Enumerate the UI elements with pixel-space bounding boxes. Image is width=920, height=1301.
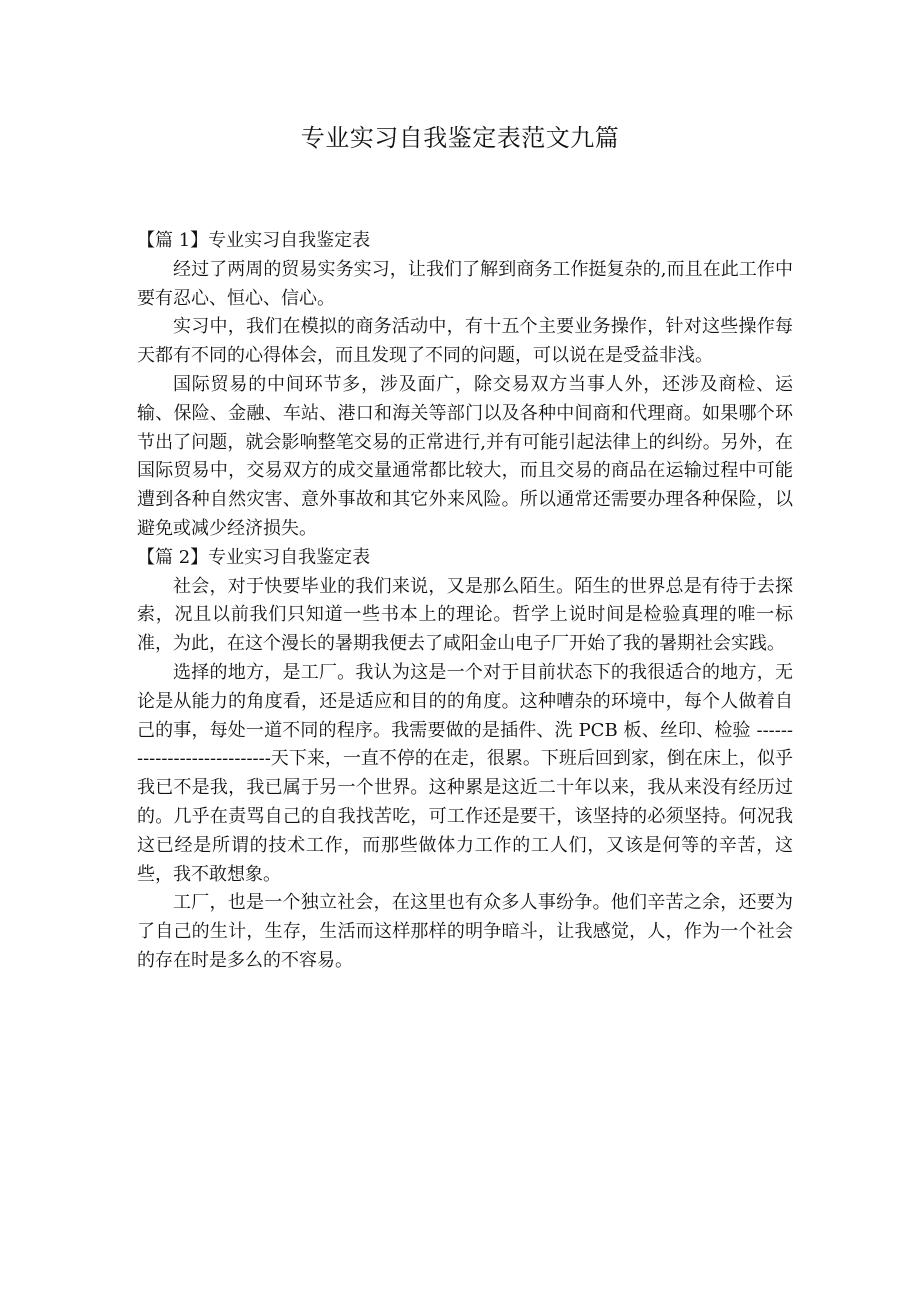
paragraph: 社会，对于快要毕业的我们来说，又是那么陌生。陌生的世界总是有待于去探索，况且以前我们只知道一些书本上的理论。哲学上说时间是检验真理的唯一标准，为此，在这个漫长的暑期我便去了咸阳金山电子厂开始了我的暑期社会实践。 xyxy=(137,575,793,655)
paragraph: 实习中，我们在模拟的商务活动中，有十五个主要业务操作，针对这些操作每天都有不同的心得体会，而且发现了不同的问题，可以说在是受益非浅。 xyxy=(137,316,793,367)
paragraph: 国际贸易的中间环节多，涉及面广，除交易双方当事人外，还涉及商检、运输、保险、金融、车站、港口和海关等部门以及各种中间商和代理商。如果哪个环节出了问题，就会影响整笔交易的正常进行,并有可能引起法律上的纠纷。另外，在国际贸易中，交易双方的成交量通常都比较大，而且交易的商品在运输过程中可能遭到各种自然灾害、意外事故和其它外来风险。所以通常还需要办理各种保险，以避免或减少经济损失。 xyxy=(137,373,793,539)
document-body xyxy=(137,227,793,976)
paragraph: 选择的地方，是工厂。我认为这是一个对于目前状态下的我很适合的地方，无论是从能力的角度看，还是适应和目的的角度。这种嘈杂的环境中，每个人做着自己的事，每处一道不同的程序。我需要做的是插件、洗 PCB 板、丝印、检验 ----------------------------天下来，一直不停的在走，很累。下班后回到家，倒在床上，似乎我已不是我，我已属于另一个世界。这种累是这近二十年以来，我从来没有经历过的。几乎在责骂自己的自我找苦吃，可工作还是要干，该坚持的必须坚持。何况我这已经是所谓的技术工作，而那些做体力工作的工人们，又该是何等的辛苦，这些，我不敢想象。 xyxy=(137,661,793,885)
section-heading-1: 【篇 1】专业实习自我鉴定表 xyxy=(137,230,371,251)
section-heading-2: 【篇 2】专业实习自我鉴定表 xyxy=(137,546,371,568)
paragraph: 经过了两周的贸易实务实习，让我们了解到商务工作挺复杂的,而且在此工作中要有忍心、恒心、信心。 xyxy=(137,258,793,309)
paragraph: 工厂，也是一个独立社会，在这里也有众多人事纷争。他们辛苦之余，还要为了自己的生计，生存，生活而这样那样的明争暗斗，让我感觉，人，作为一个社会的存在时是多么的不容易。 xyxy=(137,892,793,971)
document-title: 专业实习自我鉴定表范文九篇 xyxy=(300,124,620,152)
